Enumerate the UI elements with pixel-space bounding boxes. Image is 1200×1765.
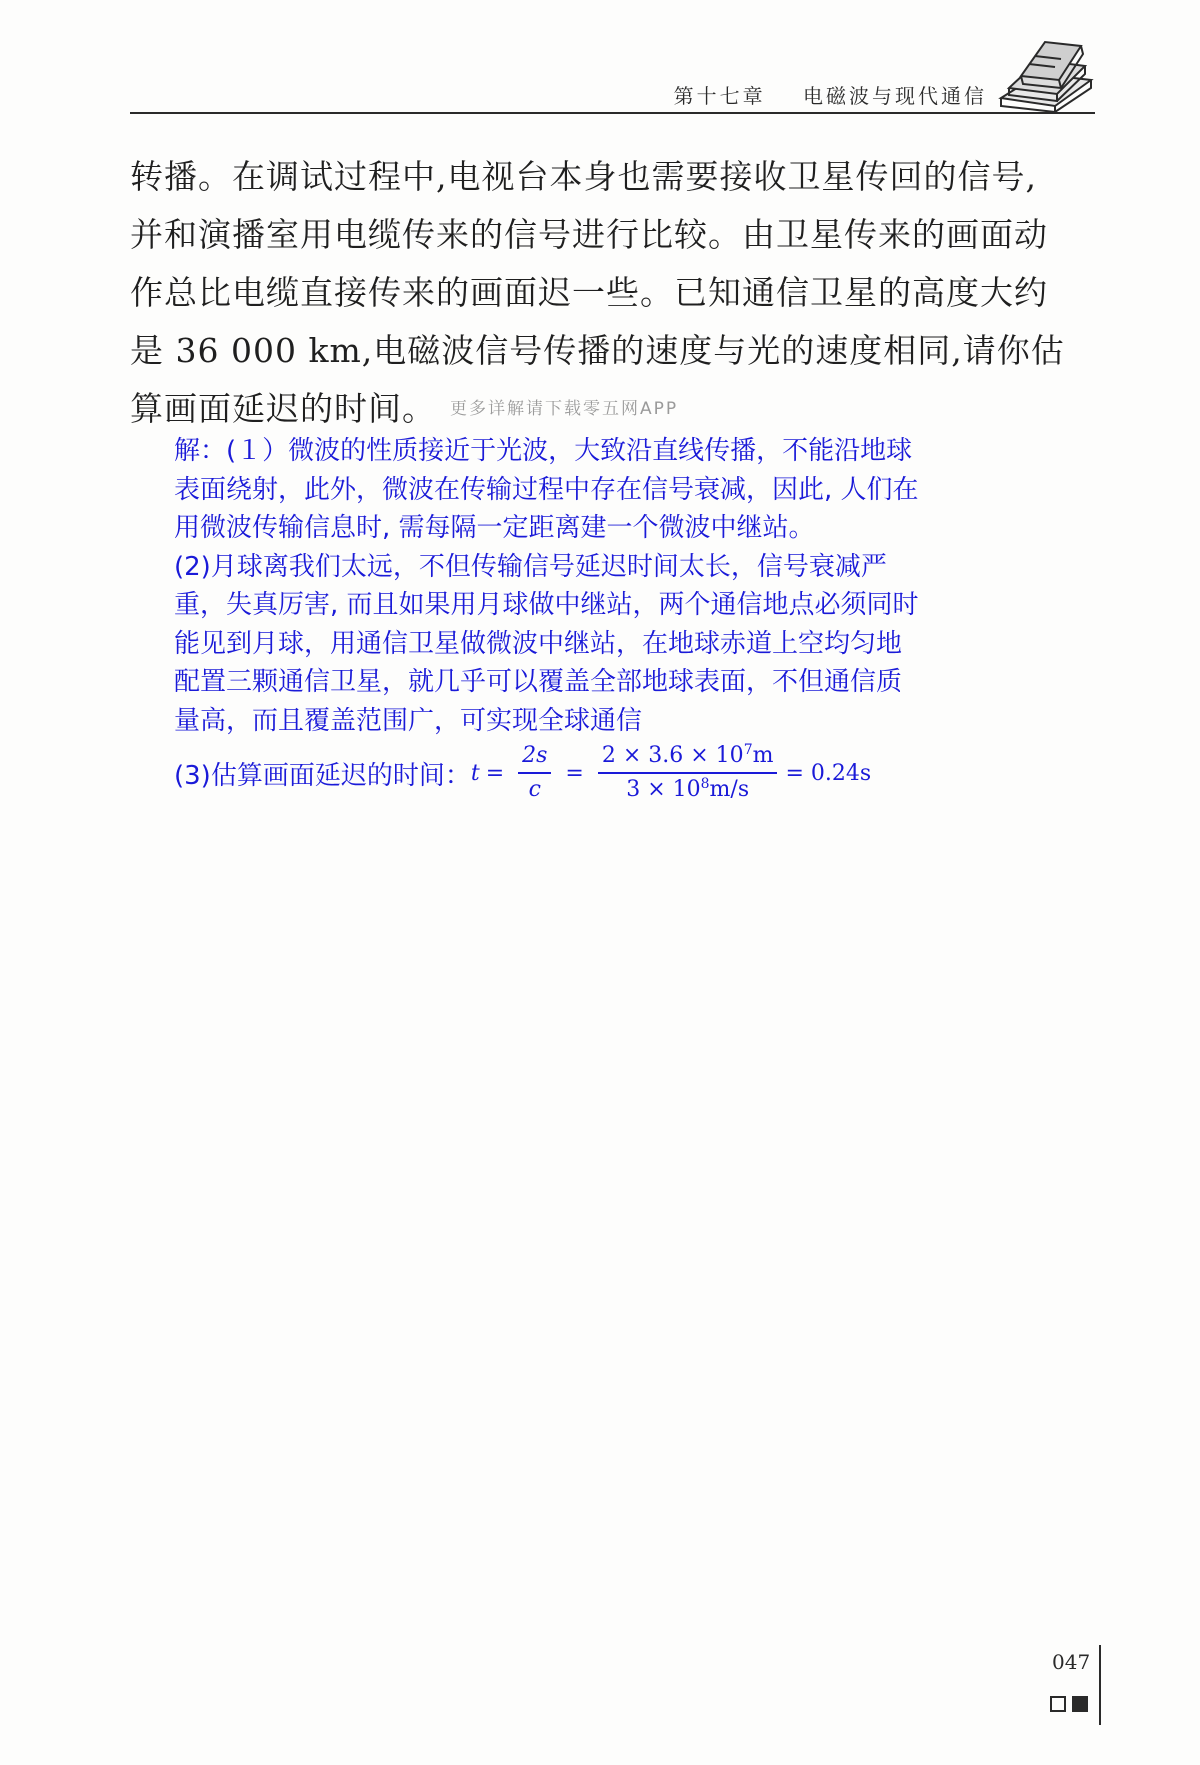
- question-line: 算画面延迟的时间。: [130, 389, 436, 428]
- numerator-base: 2 × 3.6 × 10: [601, 743, 744, 769]
- filled-square-icon: [1072, 1696, 1088, 1712]
- answer-line: 用微波传输信息时, 需每隔一定距离建一个微波中继站。: [174, 513, 815, 543]
- answer-line: 量高，而且覆盖范围广，可实现全球通信: [174, 705, 643, 736]
- footer-rule: [1099, 1645, 1101, 1725]
- answer-line: 解：(１）微波的性质接近于光波，大致沿直线传播，不能沿地球: [174, 436, 913, 466]
- fraction-denominator: [622, 776, 753, 804]
- formula-equals: =: [485, 760, 505, 786]
- page-header: [130, 40, 1095, 116]
- empty-square-icon: [1050, 1696, 1066, 1712]
- answer-line: 重，失真厉害, 而且如果用月球做中继站，两个通信地点必须同时: [174, 590, 919, 620]
- formula: [471, 742, 871, 804]
- question-line: 并和演播室用电缆传来的信号进行比较。由卫星传来的画面动: [130, 215, 1048, 254]
- book-stack-icon: [995, 40, 1095, 112]
- answer-line: 表面绕射，此外，微波在传输过程中存在信号衰减，因此, 人们在: [174, 474, 919, 505]
- fraction-numerator: [598, 742, 778, 770]
- fraction-numerator: 2s: [522, 743, 548, 769]
- chapter-label: 第十七章: [673, 84, 766, 108]
- fraction-numeric: [598, 742, 778, 804]
- header-rule: [130, 112, 1095, 114]
- question-text: [130, 148, 1100, 438]
- answer-block: [174, 432, 1034, 740]
- question-line: 作总比电缆直接传来的画面迟一些。已知通信卫星的高度大约: [130, 273, 1048, 312]
- page-number: 047: [1052, 1650, 1091, 1674]
- formula-equals: =: [565, 760, 584, 786]
- formula-result: = 0.24s: [785, 760, 872, 786]
- question-line: 是 36 000 km,电磁波信号传播的速度与光的速度相同,请你估: [130, 331, 1065, 370]
- answer-line: 配置三颗通信卫星，就几乎可以覆盖全部地球表面，不但通信质: [174, 667, 903, 697]
- formula-line: [174, 738, 871, 808]
- formula-lhs: t: [470, 760, 480, 786]
- chapter-title: 电磁波与现代通信: [803, 84, 987, 108]
- fraction-bar: [598, 772, 778, 774]
- denominator-exponent: 8: [700, 775, 710, 792]
- fraction-2s-over-c: [518, 742, 551, 804]
- fraction-denominator: c: [528, 776, 541, 802]
- question-last-line: [130, 380, 1100, 438]
- header-title: [674, 80, 987, 109]
- numerator-exponent: 7: [743, 742, 753, 759]
- watermark-text: 更多详解请下载零五网APP: [450, 399, 679, 419]
- footer-marks: [1050, 1696, 1088, 1712]
- answer-line: 能见到月球，用通信卫星做微波中继站，在地球赤道上空均匀地: [174, 628, 903, 659]
- answer-line: (2)月球离我们太远，不但传输信号延迟时间太长，信号衰减严: [174, 551, 887, 582]
- numerator-unit: m: [752, 743, 774, 769]
- question-line: 转播。在调试过程中,电视台本身也需要接收卫星传回的信号,: [130, 157, 1037, 196]
- formula-prefix: (3)估算画面延迟的时间：: [174, 760, 471, 791]
- denominator-base: 3 × 10: [626, 776, 701, 802]
- denominator-unit: m/s: [709, 776, 750, 802]
- fraction-bar: [518, 772, 551, 774]
